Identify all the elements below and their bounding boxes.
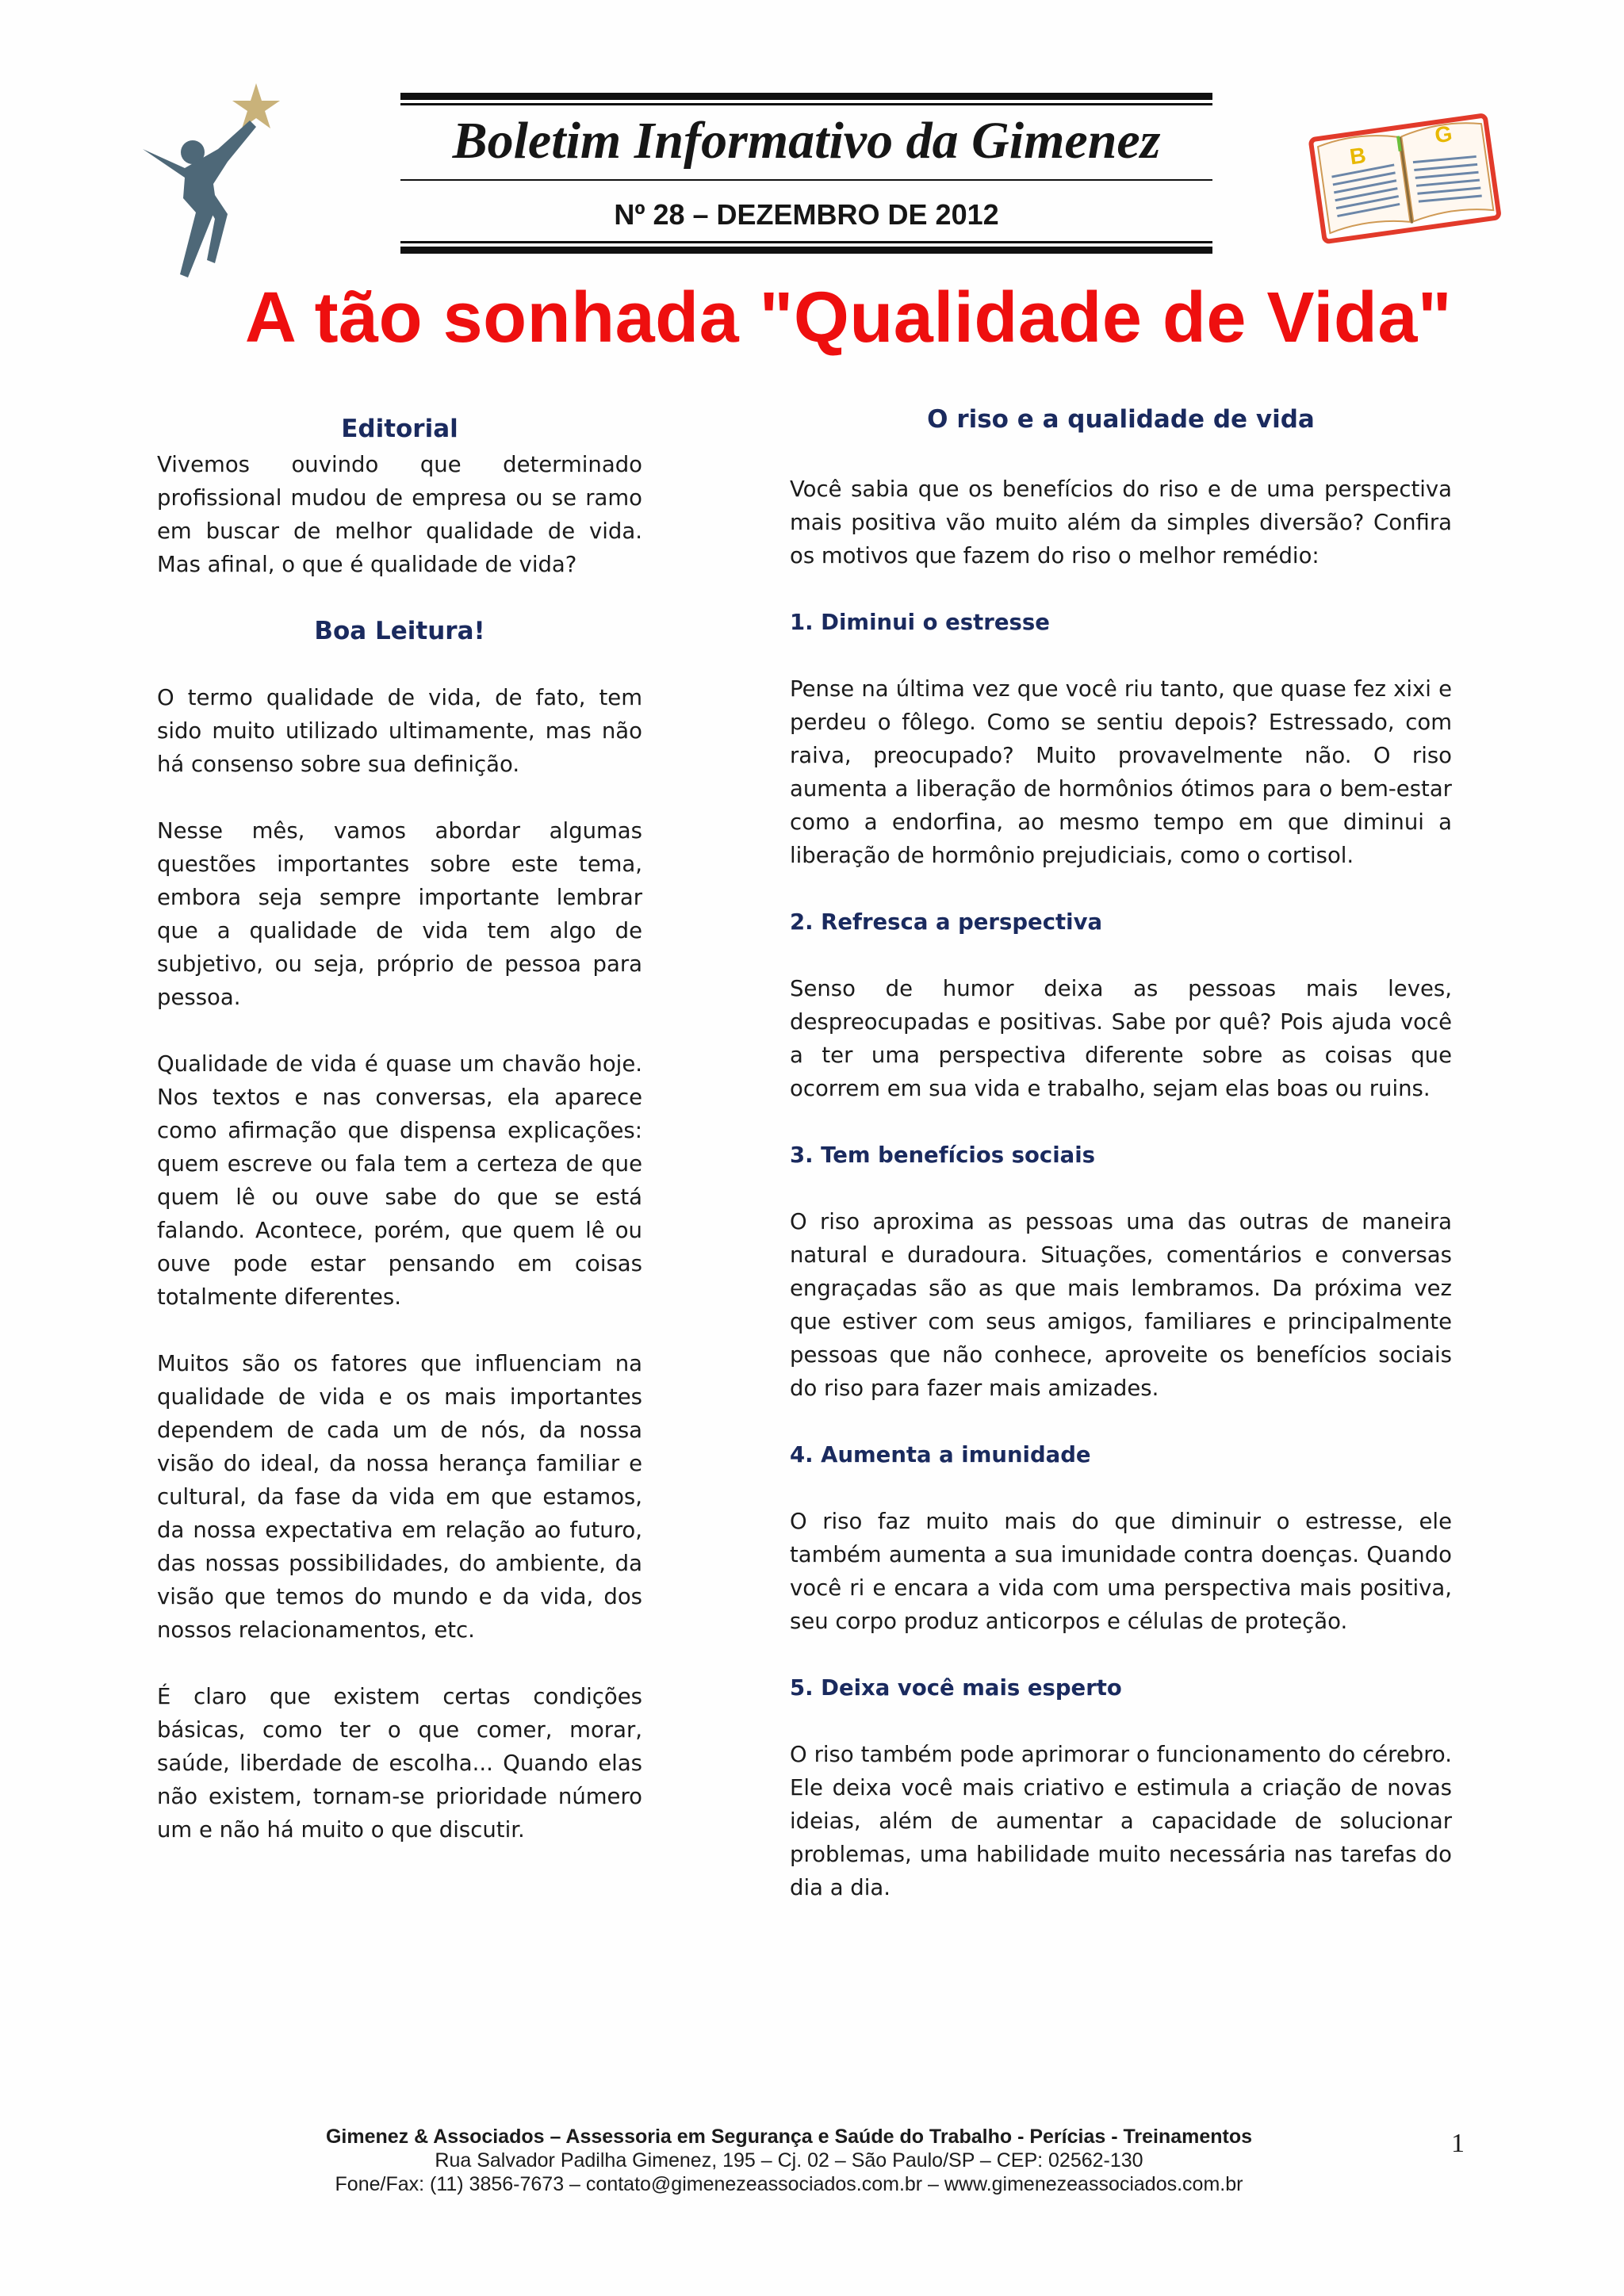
- page-number: 1: [1451, 2129, 1465, 2158]
- section-title: 3. Tem benefícios sociais: [790, 1142, 1095, 1168]
- footer-address: Rua Salvador Padilha Gimenez, 195 – Cj. 02 – São Paulo/SP – CEP: 02562-130: [435, 2149, 1143, 2172]
- left-paragraph: Muitos são os fatores que influenciam na qualidade de vida e os mais importantes dependem de cada um de nós, da nossa visão do ideal, da nossa herança familiar e cultural, da fase da vida em que estamos, da nossa expectativa em relação ao futuro, das nossas possibilidades, do ambiente, da visão que temos do mundo e da vida, dos nossos relacionamentos, etc.: [157, 1351, 642, 1643]
- editorial-intro: Vivemos ouvindo que determinado profissional mudou de empresa ou se ramo em buscar de melhor qualidade de vida. Mas afinal, o que é qualidade de vida?: [157, 452, 642, 577]
- editorial-heading: Editorial: [341, 415, 458, 443]
- riso-heading: O riso e a qualidade de vida: [927, 405, 1315, 434]
- masthead-rule-mid: [400, 179, 1212, 181]
- person-figure-icon: [143, 121, 256, 277]
- masthead-rule-bottom-thin: [400, 241, 1212, 243]
- section-text: O riso aproxima as pessoas uma das outras de maneira natural e duradoura. Situações, comentários e conversas engraçadas são as que mais lembramos. Da próxima vez que estiver com seus amigos, familiares e principalmente pessoas que não conhece, aproveite os benefícios sociais do riso para fazer mais amizades.: [790, 1209, 1452, 1401]
- left-paragraph: O termo qualidade de vida, de fato, tem sido muito utilizado ultimamente, mas não há consenso sobre sua definição.: [157, 685, 642, 777]
- main-headline: A tão sonhada "Qualidade de Vida": [244, 278, 1453, 358]
- riso-intro: Você sabia que os benefícios do riso e de uma perspectiva mais positiva vão muito além da simples diversão? Confira os motivos que fazem do riso o melhor remédio:: [790, 476, 1452, 568]
- logo-letter-g: G: [1433, 121, 1454, 148]
- section-title: 2. Refresca a perspectiva: [790, 909, 1103, 935]
- footer: [206, 2125, 1372, 2196]
- left-paragraph: Qualidade de vida é quase um chavão hoje. Nos textos e nas conversas, ela aparece como afirmação que dispensa explicações: quem escreve ou fala tem a certeza de que quem lê ou ouve sabe do que se está falando. Acontece, porém, que quem lê ou ouve pode estar pensando em coisas totalmente diferentes.: [157, 1051, 642, 1310]
- company-logo-figure: [139, 79, 282, 285]
- big-book-logo: [1307, 103, 1505, 246]
- section-title: 1. Diminui o estresse: [790, 610, 1050, 635]
- section-title: 5. Deixa você mais esperto: [790, 1675, 1122, 1701]
- section-text: O riso também pode aprimorar o funcionamento do cérebro. Ele deixa você mais criativo e estimula a criação de novas ideias, além de aumentar a capacidade de solucionar problemas, uma habilidade muito necessária nas tarefas do dia a dia.: [790, 1742, 1452, 1900]
- section-text: Pense na última vez que você riu tanto, que quase fez xixi e perdeu o fôlego. Como se sentiu depois? Estressado, com raiva, preocupado? Muito provavelmente não. O riso aumenta a liberação de hormônios ótimos para o bem-estar como a endorfina, ao mesmo tempo em que diminui a liberação de hormônio prejudiciais, como o cortisol.: [790, 676, 1452, 868]
- section-text: O riso faz muito mais do que diminuir o estresse, ele também aumenta a sua imunidade contra doenças. Quando você ri e encara a vida com uma perspectiva mais positiva, seu corpo produz anticorpos e células de proteção.: [790, 1509, 1452, 1634]
- masthead-rule-top-thick: [400, 93, 1212, 100]
- footer-contact: Fone/Fax: (11) 3856-7673 – contato@gimenezeassociados.com.br – www.gimenezeassociados.com.br: [335, 2173, 1243, 2195]
- left-paragraph: É claro que existem certas condições básicas, como ter o que comer, morar, saúde, liberdade de escolha... Quando elas não existem, tornam-se prioridade número um e não há muito o que discutir.: [157, 1684, 642, 1843]
- left-paragraph: Nesse mês, vamos abordar algumas questões importantes sobre este tema, embora seja sempre importante lembrar que a qualidade de vida tem algo de subjetivo, ou seja, próprio de pessoa para pessoa.: [157, 818, 642, 1010]
- issue-number: Nº 28 – DEZEMBRO DE 2012: [614, 198, 999, 231]
- footer-company: Gimenez & Associados – Assessoria em Segurança e Saúde do Trabalho - Perícias - Treinamentos: [325, 2126, 1253, 2148]
- masthead-rule-bottom-thick: [400, 247, 1212, 254]
- logo-letter-i: I: [1394, 131, 1404, 157]
- newsletter-title: Boletim Informativo da Gimenez: [452, 112, 1161, 170]
- section-text: Senso de humor deixa as pessoas mais leves, despreocupadas e positivas. Sabe por quê? Pois ajuda você a ter uma perspectiva diferente sobre as coisas que ocorrem em sua vida e trabalho, sejam elas boas ou ruins.: [790, 976, 1452, 1101]
- section-title: 4. Aumenta a imunidade: [790, 1442, 1091, 1468]
- logo-letter-b: B: [1348, 142, 1368, 170]
- right-column: [790, 473, 1452, 1904]
- masthead-rule-top-thin: [400, 103, 1212, 105]
- left-column: [157, 448, 642, 1880]
- star-icon: [232, 83, 280, 128]
- greeting: Boa Leitura!: [314, 617, 485, 645]
